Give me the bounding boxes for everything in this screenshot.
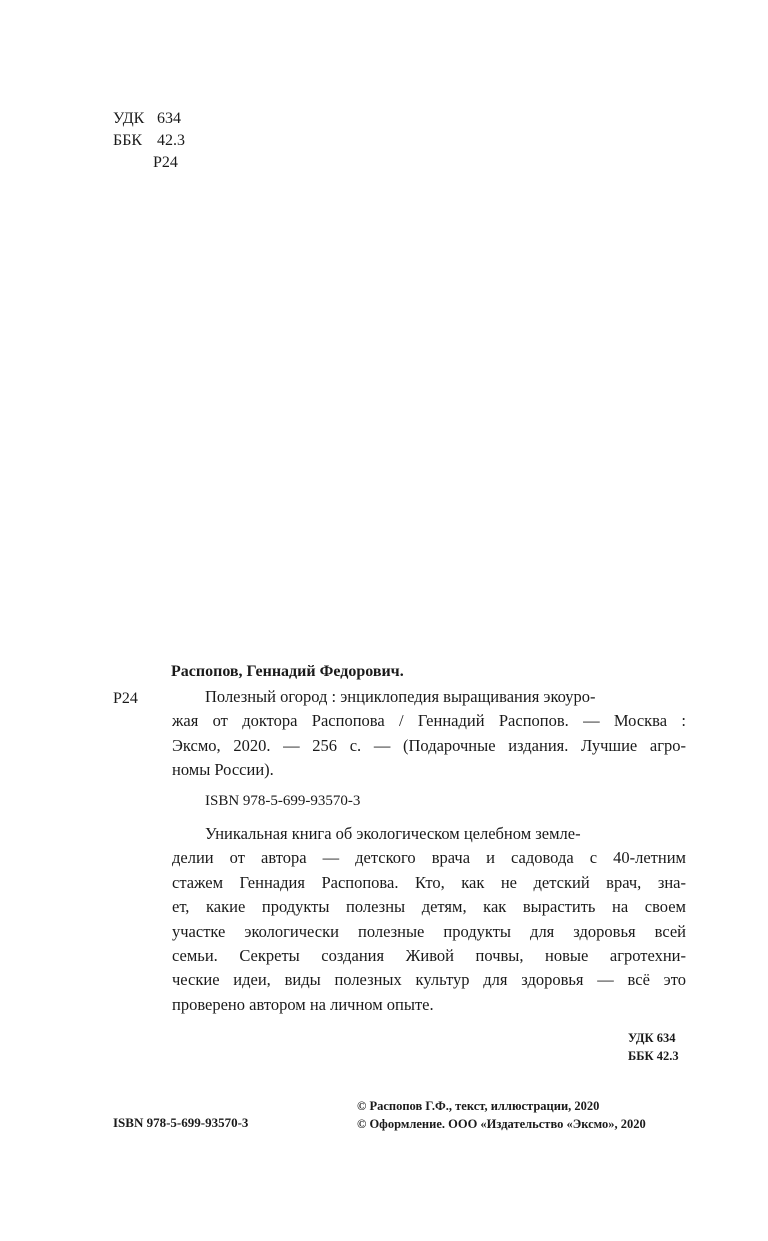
author-heading: Распопов, Геннадий Федорович.	[171, 663, 404, 680]
footer-isbn: ISBN 978-5-699-93570-3	[113, 1115, 249, 1130]
annotation-line: Уникальная книга об экологическом целебном земле-	[205, 824, 581, 843]
annotation-line: ет, какие продукты полезны детям, как вырастить на своем	[172, 897, 686, 917]
record-bbk: ББК 42.3	[628, 1049, 679, 1063]
annotation-line: делии от автора — детского врача и садовода с 40-летним	[172, 848, 686, 868]
bib-line: Эксмо, 2020. — 256 с. — (Подарочные издания. Лучшие агро-	[172, 735, 686, 755]
top-bbk-row	[113, 130, 185, 152]
top-bbk-value: 42.3	[157, 132, 185, 149]
annotation-line: стажем Геннадия Распопова. Кто, как не детский врач, зна-	[172, 872, 686, 892]
top-udk-row	[113, 108, 185, 130]
bib-line: номы России).	[172, 760, 274, 780]
top-bbk-label: ББК	[113, 132, 143, 149]
top-cutter-row	[113, 152, 185, 174]
annotation-line: ческие идеи, виды полезных культур для здоровья — всё это	[172, 970, 686, 990]
copyright-line: © Распопов Г.Ф., текст, иллюстрации, 2020	[357, 1099, 600, 1113]
annotation-line: участке экологически полезные продукты для здоровья всей	[172, 921, 686, 941]
record-udk: УДК 634	[628, 1031, 676, 1045]
top-udk-value: 634	[157, 110, 181, 127]
top-classification	[113, 108, 185, 174]
annotation-line: проверено автором на личном опыте.	[172, 994, 434, 1014]
top-udk-label: УДК	[113, 110, 145, 127]
record-cutter: Р24	[113, 690, 138, 707]
annotation-line: семьи. Секреты создания Живой почвы, новые агротехни-	[172, 946, 686, 966]
record-isbn: ISBN 978-5-699-93570-3	[205, 793, 361, 809]
annotation	[172, 822, 686, 1017]
copyright-line: © Оформление. ООО «Издательство «Эксмо», 2020	[357, 1117, 646, 1131]
bib-line: жая от доктора Распопова / Геннадий Распопов. — Москва :	[172, 711, 686, 731]
bib-line: Полезный огород : энциклопедия выращивания экоуро-	[205, 687, 596, 706]
bibliographic-description	[172, 685, 686, 783]
top-cutter: Р24	[153, 154, 178, 171]
